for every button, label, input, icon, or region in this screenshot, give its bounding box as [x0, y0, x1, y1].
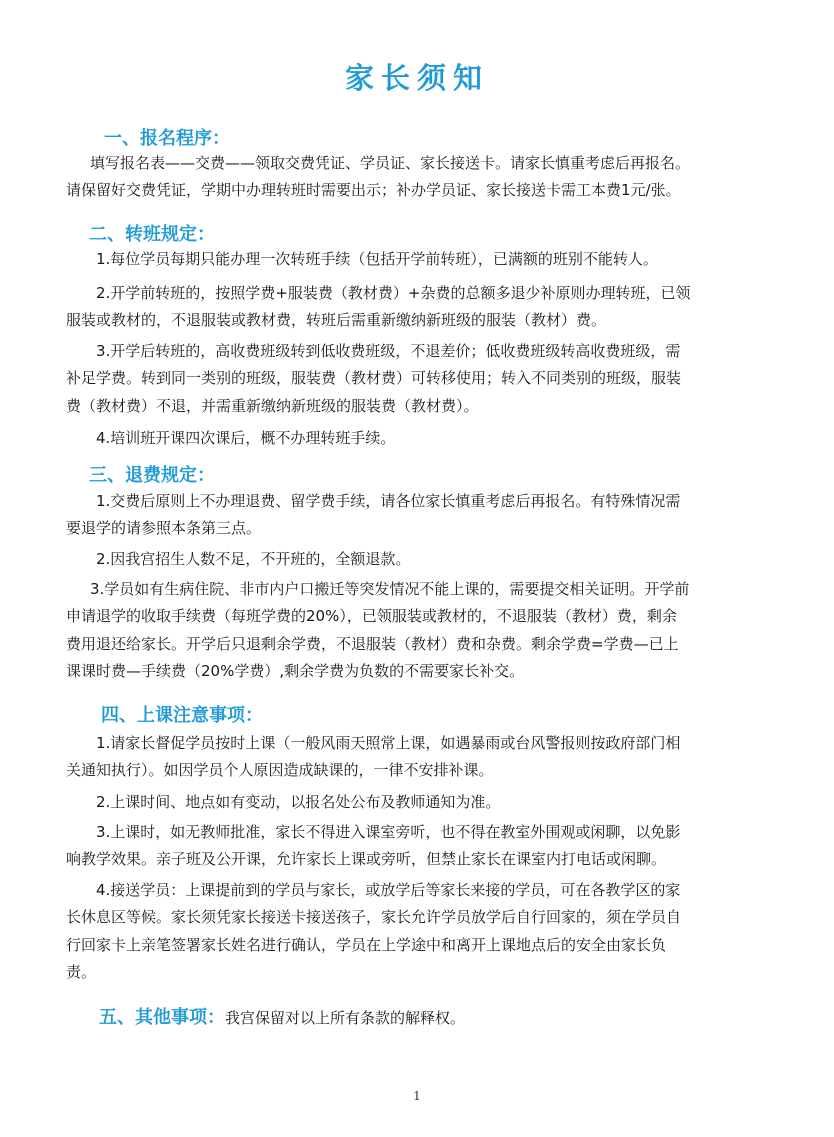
text-line: 责。: [66, 962, 97, 981]
paragraph-class-3: [66, 819, 680, 874]
section-heading-other: [99, 1003, 465, 1029]
text-line: 服装或教材的，不退服装或教材费，转班后需重新缴纳新班级的服装（教材）费。: [66, 311, 607, 330]
page-title: 家长须知: [344, 61, 489, 95]
text-line: 1.交费后原则上不办理退费、留学费手续，请各位家长慎重考虑后再报名。有特殊情况需: [96, 492, 681, 510]
text-line: 3.开学后转班的，高收费班级转到低收费班级，不退差价；低收费班级转高收费班级，需: [96, 342, 681, 360]
text-line: 4.接送学员：上课提前到的学员与家长，或放学后等家长来接的学员，可在各教学区的家: [96, 881, 681, 899]
text-line: 补足学费。转到同一类别的班级，服装费（教材费）可转移使用；转入不同类别的班级，服装: [66, 369, 682, 388]
section-heading-refund: 三、退费规定：: [89, 465, 215, 486]
paragraph-transfer-3: [66, 338, 681, 420]
text-line: 填写报名表——交费——领取交费凭证、学员证、家长接送卡。请家长慎重考虑后再报名。: [90, 154, 691, 172]
text-line: 2.因我宫招生人数不足，不开班的，全额退款。: [96, 550, 411, 568]
paragraph-class-1: [66, 730, 680, 785]
paragraph-registration: [66, 150, 690, 205]
section-heading-class-notes: 四、上课注意事项：: [101, 705, 263, 726]
text-line: 课课时费—手续费（20%学费）,剩余学费为负数的不需要家长补交。: [66, 661, 525, 680]
text-line: 响教学效果。亲子班及公开课，允许家长上课或旁听，但禁止家长在课室内打电话或闲聊。: [66, 850, 667, 869]
text-line: 费（教材费）不退，并需重新缴纳新班级的服装费（教材费）。: [66, 396, 479, 415]
text-line: 1.每位学员每期只能办理一次转班手续（包括开学前转班），已满额的班别不能转人。: [96, 250, 658, 268]
section-heading-transfer: 二、转班规定：: [89, 224, 215, 245]
text-line: 2.开学前转班的，按照学费+服装费（教材费）+杂费的总额多退少补原则办理转班，已领: [96, 284, 691, 302]
text-line: 3.学员如有生病住院、非市内户口搬迁等突发情况不能上课的，需要提交相关证明。开学前: [90, 580, 690, 598]
text-line: 1.请家长督促学员按时上课（一般风雨天照常上课，如遇暴雨或台风警报则按政府部门相: [96, 734, 681, 752]
text-line: 3.上课时，如无教师批准，家长不得进入课室旁听，也不得在教室外围观或闲聊，以免影: [96, 823, 681, 841]
section-heading-registration: 一、报名程序：: [104, 128, 230, 149]
paragraph-refund-3: [66, 576, 689, 685]
paragraph-transfer-4: [66, 425, 395, 452]
text-line: 长休息区等候。家长须凭家长接送卡接送孩子，家长允许学员放学后自行回家的，须在学员自: [66, 908, 682, 927]
text-line: 要退学的请参照本条第三点。: [66, 519, 262, 538]
text-line: 行回家卡上亲笔签署家长姓名进行确认，学员在上学途中和离开上课地点后的安全由家长负: [66, 935, 667, 954]
text-line: 费用退还给家长。开学后只退剩余学费，不退服装（教材）费和杂费。剩余学费=学费—已上: [66, 634, 679, 653]
paragraph-refund-1: [66, 488, 680, 543]
text-line: 请保留好交费凭证，学期中办理转班时需要出示；补办学员证、家长接送卡需工本费1元/张。: [66, 181, 681, 200]
paragraph-transfer-1: [66, 246, 658, 273]
page-number: 1: [413, 1089, 421, 1103]
text-line: 申请退学的收取手续费（每班学费的20%），已领服装或教材的，不退服装（教材）费，剩余: [66, 607, 677, 626]
paragraph-transfer-2: [66, 280, 690, 335]
text-line: 4.培训班开课四次课后，概不办理转班手续。: [96, 429, 396, 447]
text-line: 2.上课时间、地点如有变动，以报名处公布及教师通知为准。: [96, 793, 501, 811]
section-heading-other-label: 五、其他事项：: [99, 1007, 225, 1028]
paragraph-class-2: [66, 789, 500, 816]
paragraph-refund-2: [66, 546, 410, 573]
paragraph-class-4: [66, 877, 681, 986]
text-line: 关通知执行）。如因学员个人原因造成缺课的，一律不安排补课。: [66, 761, 494, 780]
other-matters-text: 我宫保留对以上所有条款的解释权。: [225, 1009, 466, 1027]
